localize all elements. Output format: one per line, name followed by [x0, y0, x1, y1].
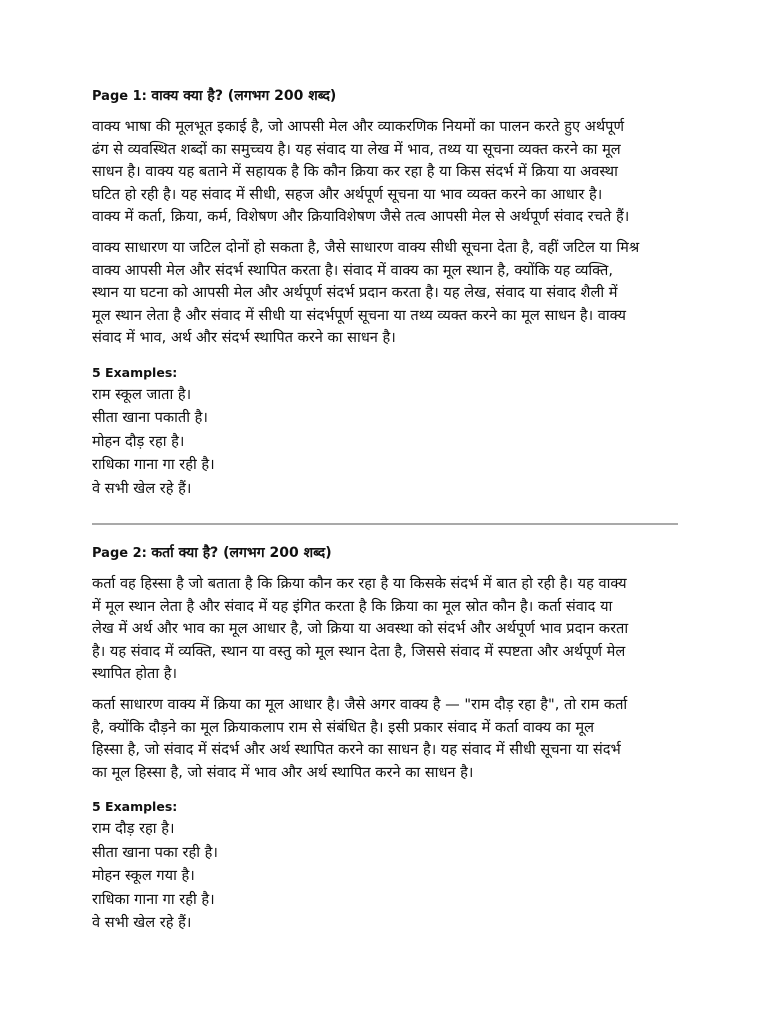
paragraph-line: वाक्य आपसी मेल और संदर्भ स्थापित करता है। संवाद में वाक्य का मूल स्थान है, क्योंकि यह व्यक्ति, [92, 261, 613, 279]
paragraph-line: लेख में अर्थ और भाव का मूल आधार है, जो क्रिया या अवस्था को संदर्भ और अर्थपूर्ण भाव प्रदान करता [92, 620, 629, 638]
examples-list [92, 383, 678, 500]
section-title: कर्ता क्या है? (लगभग 200 शब्द) [151, 544, 332, 561]
section-heading [92, 86, 678, 107]
section-heading [92, 543, 678, 564]
paragraph-line: कर्ता साधारण वाक्य में क्रिया का मूल आधार है। जैसे अगर वाक्य है — "राम दौड़ रहा है", तो राम कर्ता [92, 695, 628, 713]
example-item: राधिका गाना गा रही है। [92, 890, 215, 908]
section-divider [92, 523, 678, 525]
example-item: वे सभी खेल रहे हैं। [92, 913, 192, 931]
paragraph-line: साधन है। वाक्य यह बताने में सहायक है कि कौन क्रिया कर रहा है या किस संदर्भ में क्रिया या अवस्था [92, 163, 618, 181]
paragraph-line: घटित हो रही है। यह संवाद में सीधी, सहज और अर्थपूर्ण सूचना या भाव व्यक्त करने का आधार है। [92, 185, 603, 203]
paragraph [92, 116, 678, 229]
examples-label: 5 Examples: [92, 799, 178, 815]
example-item: मोहन दौड़ रहा है। [92, 432, 185, 450]
paragraph-line: वाक्य भाषा की मूलभूत इकाई है, जो आपसी मेल और व्याकरणिक नियमों का पालन करते हुए अर्थपूर्ण [92, 118, 624, 135]
examples-list [92, 817, 678, 934]
paragraph-line: वाक्य में कर्ता, क्रिया, कर्म, विशेषण और क्रियाविशेषण जैसे तत्व आपसी मेल से अर्थपूर्ण संवाद रचते हैं। [92, 208, 630, 226]
paragraph-line: मूल स्थान लेता है और संवाद में सीधी या संदर्भपूर्ण सूचना या तथ्य व्यक्त करने का मूल साधन है। वाक्य [92, 306, 626, 324]
paragraph [92, 237, 678, 350]
example-item: राम स्कूल जाता है। [92, 385, 192, 403]
paragraph-line: स्थापित होता है। [92, 665, 178, 683]
paragraph-line: ढंग से व्यवस्थित शब्दों का समुच्चय है। यह संवाद या लेख में भाव, तथ्य या सूचना व्यक्त करने का मूल [92, 140, 621, 158]
paragraph-line: का मूल हिस्सा है, जो संवाद में भाव और अर्थ स्थापित करने का साधन है। [92, 763, 474, 781]
section-title: वाक्य क्या है? (लगभग 200 शब्द) [151, 88, 337, 104]
page-label: Page 1: [92, 89, 147, 104]
paragraph-line: में मूल स्थान लेता है और संवाद में यह इंगित करता है कि क्रिया का मूल स्रोत कौन है। कर्ता संवाद या [92, 597, 613, 615]
paragraph-line: है। यह संवाद में व्यक्ति, स्थान या वस्तु को मूल स्थान देता है, जिससे संवाद में स्पष्टता और अर्थपूर्ण मेल [92, 642, 626, 660]
paragraph-line: संवाद में भाव, अर्थ और संदर्भ स्थापित करने का साधन है। [92, 329, 396, 347]
example-item: सीता खाना पका रही है। [92, 843, 218, 861]
page-label: Page 2: [92, 545, 147, 561]
example-item: मोहन स्कूल गया है। [92, 867, 195, 885]
example-item: राम दौड़ रहा है। [92, 820, 175, 838]
example-item: राधिका गाना गा रही है। [92, 456, 215, 474]
example-item: वे सभी खेल रहे हैं। [92, 479, 192, 497]
paragraph-line: वाक्य साधारण या जटिल दोनों हो सकता है, जैसे साधारण वाक्य सीधी सूचना देता है, वहीं जटिल या मिश्र [92, 238, 640, 256]
example-item: सीता खाना पकाती है। [92, 409, 208, 427]
section-page-2 [92, 543, 678, 934]
paragraph-line: हिस्सा है, जो संवाद में संदर्भ और अर्थ स्थापित करने का साधन है। यह संवाद में सीधी सूचना या संदर्भ [92, 741, 621, 759]
paragraph [92, 573, 678, 686]
examples-label: 5 Examples: [92, 364, 178, 380]
paragraph-line: स्थान या घटना को आपसी मेल और अर्थपूर्ण संदर्भ प्रदान करता है। यह लेख, संवाद या संवाद शैली में [92, 284, 618, 302]
paragraph [92, 694, 678, 784]
section-page-1 [92, 86, 678, 500]
paragraph-line: है, क्योंकि दौड़ने का मूल क्रियाकलाप राम से संबंधित है। इसी प्रकार संवाद में कर्ता वाक्य का मूल [92, 718, 595, 736]
paragraph-line: कर्ता वह हिस्सा है जो बताता है कि क्रिया कौन कर रहा है या किसके संदर्भ में बात हो रही है। यह वाक्य [92, 574, 627, 592]
